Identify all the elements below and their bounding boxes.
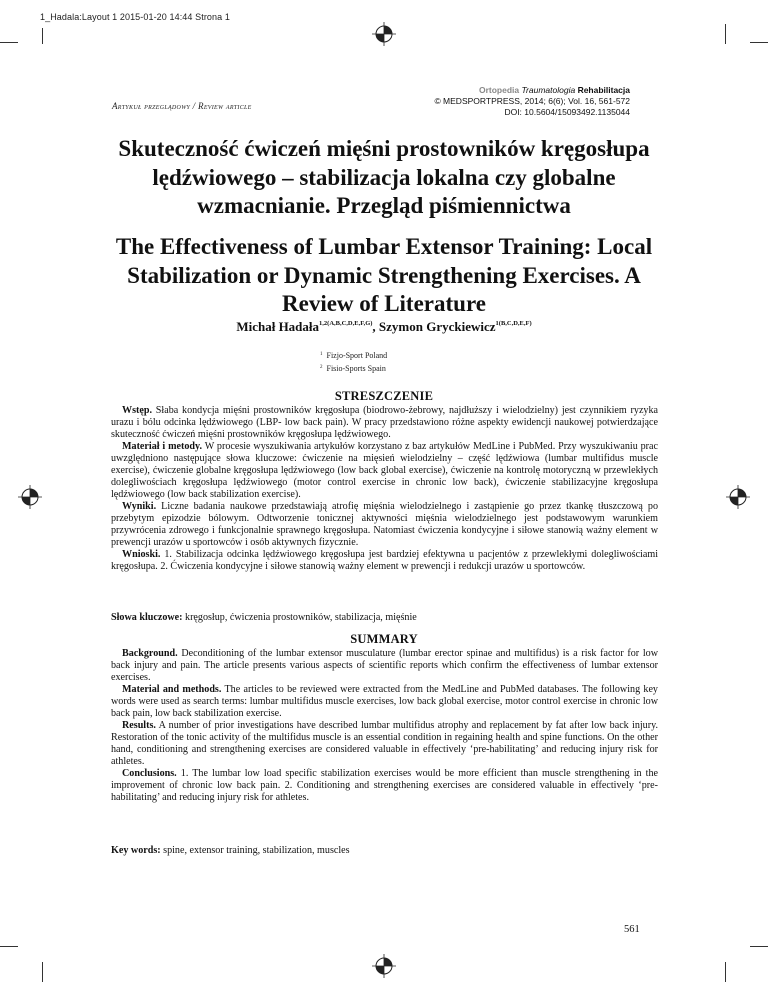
page-number: 561 (624, 924, 640, 935)
abstract-paragraph: Results. A number of prior investigations have described lumbar multifidus atrophy and replacement by fat after low back injury. Restoration of the tonic activity of the multifidus muscle is an essential condition in regaining health and spine functions. On the other hand, conditioning and strengthening exercises are considered valuable in effectively ‘pre-habilitating’ and reducing injury risk for athletes. (111, 720, 658, 767)
keywords-polish: Słowa kluczowe: kręgosłup, ćwiczenia prostowników, stabilizacja, mięśnie (111, 612, 417, 623)
print-slug: 1_Hadala:Layout 1 2015-01-20 14:44 Strona 1 (40, 12, 230, 22)
abstract-paragraph: Materiał i metody. W procesie wyszukiwania artykułów korzystano z baz artykułów MedLine i PubMed. Przy wyszukiwaniu prac uwzględniono następujące słowa kluczowe: ćwiczenie na mięsień wielodzielny – część lędźwiowa (lumbar multifidus muscle exercise), ćwiczenie globalne kręgosłupa lędźwiowego (low back global exercise), ćwiczenie na kontrolę motoryczną w przewlekłych dolegliwościach kręgosłupa lędźwiowego (motor control exercise in chronic low back), ćwiczenie stabilizacyjne kręgosłupa lędźwiowego (low back stabilization exercise). (111, 441, 658, 500)
streszczenie-heading: STRESZCZENIE (334, 389, 434, 403)
author-line: Michał Hadała$^{1,2(A,B,C,D,E,F,G)}$, Szymon Gryckiewicz$^{1(B,C,D,E,F)}$ (236, 319, 532, 334)
registration-mark-top-icon (372, 22, 396, 46)
crop-mark-top-left (0, 42, 18, 43)
affiliation-item: $^2$ Fisio-Sports Spain (320, 363, 386, 373)
journal-doi: DOI: 10.5604/15093492.1135044 (504, 107, 630, 117)
registration-mark-bottom-icon (372, 954, 396, 978)
abstract-english (111, 648, 658, 804)
crop-mark-top-right (750, 42, 768, 43)
title-english: The Effectiveness of Lumbar Extensor Training: Local Stabilization or Dynamic Strengthening Exercises. A Review of Literature (115, 234, 653, 316)
crop-mark-top-right-vertical (725, 24, 726, 44)
registration-mark-right-icon (726, 485, 750, 509)
journal-name: Ortopedia Traumatologia Rehabilitacja (478, 85, 630, 95)
abstract-paragraph: Conclusions. 1. The lumbar low load specific stabilization exercises would be more efficient than muscle strengthening in the improvement of chronic low back pain. 2. Conditioning and strengthening exercises are considered valuable in effectively ‘pre-habilitating’ and reducing injury risk for athletes. (111, 768, 658, 803)
keywords-english: Key words: spine, extensor training, stabilization, muscles (111, 845, 350, 856)
abstract-paragraph: Wyniki. Liczne badania naukowe przedstawiają atrofię mięśnia wielodzielnego i zastąpienie go przez tkankę tłuszczową po przebytym epizodzie bólowym. Odtworzenie tonicznej aktywności mięśnia wielodzielnego jest podstawowym warunkiem przywrócenia zdrowego i funkcjonalnie sprawnego kręgosłupa. Natomiast ćwiczenia kondycyjne i siłowe stanowią ważny element w prewencji urazów u sportowców i osób aktywnych fizycznie. (111, 501, 658, 548)
abstract-paragraph: Wstęp. Słaba kondycja mięśni prostowników kręgosłupa (biodrowo-żebrowy, najdłuższy i wielodzielny) jest czynnikiem ryzyka urazu i bólu odcinka lędźwiowego (LBP- low back pain). W pracy przedstawiono różne aspekty ewidencji naukowej potwierdzające skuteczność ćwiczeń mięśni prostowników kręgosłupa lędźwiowego. (111, 405, 658, 440)
abstract-paragraph: Background. Deconditioning of the lumbar extensor musculature (lumbar erector spinae and multifidus) is a risk factor for low back injury and pain. The article presents various aspects of scientific reports which confirm the effectiveness of lumbar extensor exercises. (111, 648, 658, 683)
author-affiliation-sup: 1(B,C,D,E,F) (495, 320, 532, 327)
abstract-polish (111, 405, 658, 573)
affiliations (320, 349, 387, 374)
article-type-label: Artykuł przeglądowy / Review article (112, 101, 252, 111)
crop-mark-bottom-right (750, 946, 768, 947)
author-name: Szymon Gryckiewicz (378, 319, 496, 334)
registration-mark-left-icon (18, 485, 42, 509)
author-name: Michał Hadała (236, 319, 320, 334)
abstract-paragraph: Material and methods. The articles to be reviewed were extracted from the MedLine and PubMed databases. The following key words were used as search terms: lumbar multifidus muscle exercises, low back global exercise, motor control exercise in chronic low back pain, low back stabilization exercise. (111, 684, 658, 719)
crop-mark-bottom-left (0, 946, 18, 947)
crop-mark-bottom-left-vertical (42, 962, 43, 982)
author-affiliation-sup: 1,2(A,B,C,D,E,F,G) (319, 320, 373, 327)
crop-mark-top-left-vertical (42, 28, 43, 44)
crop-mark-bottom-right-vertical (725, 962, 726, 982)
affiliation-item: $^1$ Fizjo-Sport Poland (320, 351, 388, 360)
journal-header (434, 85, 630, 118)
title-polish: Skuteczność ćwiczeń mięśni prostowników kręgosłupa lędźwiowego – stabilizacja lokalna czy globalne wzmacnianie. Przegląd piśmiennictwa (118, 136, 650, 218)
abstract-paragraph: Wnioski. 1. Stabilizacja odcinka lędźwiowego kręgosłupa jest bardziej efektywna u pacjentów z przewlekłymi dolegliwościami kręgosłupa. 2. Ćwiczenia kondycyjne i siłowe stanowią ważny element w prewencji i redukcji urazów u sportowców. (111, 549, 658, 572)
journal-volume-info: © MEDSPORTPRESS, 2014; 6(6); Vol. 16, 561-572 (434, 96, 630, 106)
summary-heading: SUMMARY (350, 632, 418, 646)
